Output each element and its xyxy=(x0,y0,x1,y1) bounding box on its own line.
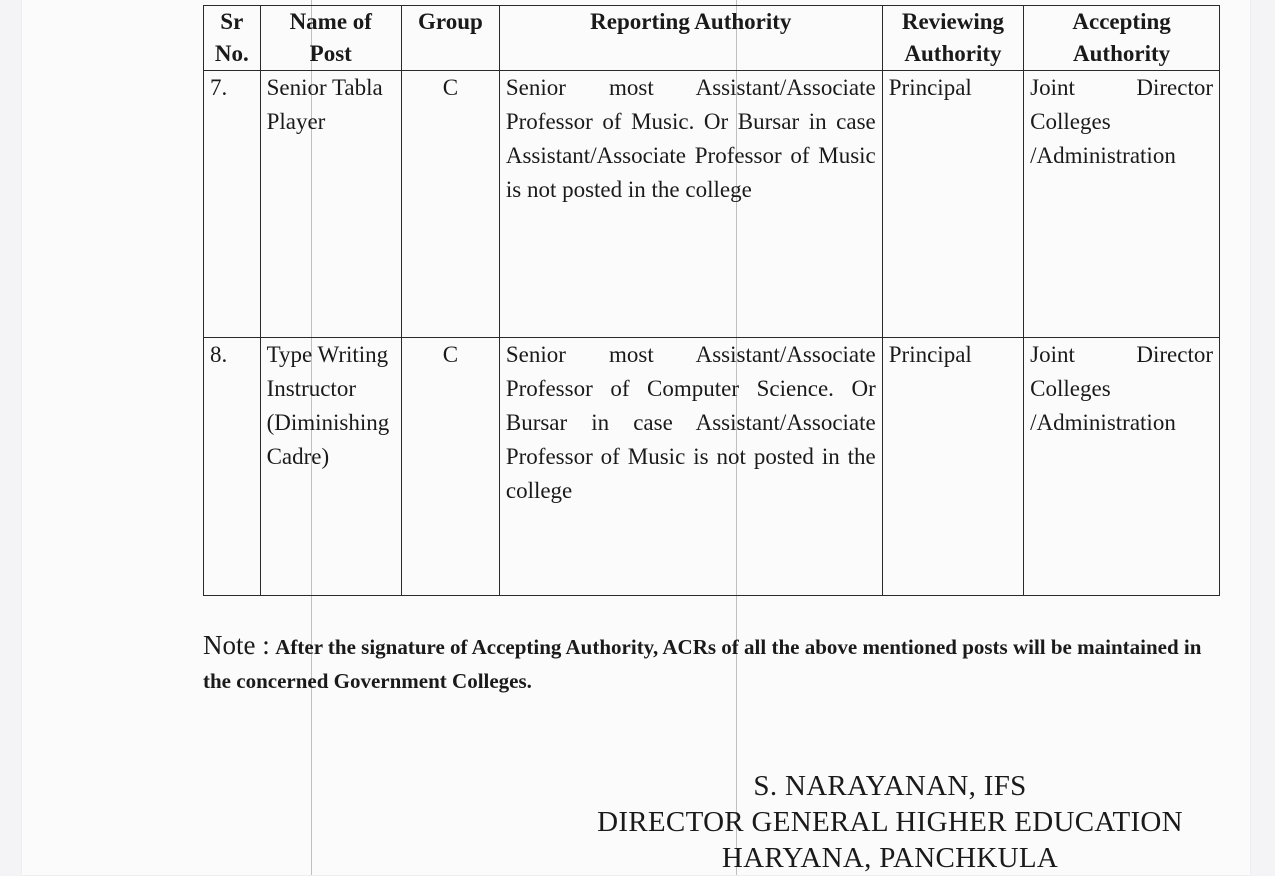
cell-reviewing-authority: Principal xyxy=(882,71,1023,338)
header-name-of-post: Name of Post xyxy=(260,6,401,71)
signature-block xyxy=(560,768,1220,876)
note-label: Note : xyxy=(203,630,270,660)
acr-authority-table xyxy=(203,5,1220,596)
cell-accepting-authority: Joint Director Colleges /Administration xyxy=(1024,337,1220,595)
signatory-name: S. NARAYANAN, IFS xyxy=(753,770,1027,802)
header-reporting-authority: Reporting Authority xyxy=(499,6,882,71)
cell-reviewing-authority: Principal xyxy=(882,337,1023,595)
cell-post-name: Type Writing Instructor (Diminishing Cadre) xyxy=(260,337,401,595)
table-row xyxy=(204,337,1220,595)
cell-reporting-authority: Senior most Assistant/Associate Professor of Music. Or Bursar in case Assistant/Associate Professor of Music is not posted in the college xyxy=(499,71,882,338)
signatory-location: HARYANA, PANCHKULA xyxy=(721,842,1059,874)
signatory-designation: DIRECTOR GENERAL HIGHER EDUCATION xyxy=(597,806,1183,838)
note-text: After the signature of Accepting Authority, ACRs of all the above mentioned posts will be maintained in the concerned Government Colleges. xyxy=(203,635,1202,693)
header-accepting-authority: Accepting Authority xyxy=(1024,6,1220,71)
cell-group: C xyxy=(401,337,499,595)
cell-sr-no: 8. xyxy=(204,337,261,595)
cell-reporting-authority: Senior most Assistant/Associate Professor of Computer Science. Or Bursar in case Assistant/Associate Professor of Music is not posted in the college xyxy=(499,337,882,595)
note-block xyxy=(203,628,1223,698)
table-row xyxy=(204,71,1220,338)
cell-group: C xyxy=(401,71,499,338)
cell-accepting-authority: Joint Director Colleges /Administration xyxy=(1024,71,1220,338)
table-header-row xyxy=(204,6,1220,71)
header-sr-no: Sr No. xyxy=(204,6,261,71)
header-group: Group xyxy=(401,6,499,71)
cell-sr-no: 7. xyxy=(204,71,261,338)
header-reviewing-authority: Reviewing Authority xyxy=(882,6,1023,71)
cell-post-name: Senior Tabla Player xyxy=(260,71,401,338)
